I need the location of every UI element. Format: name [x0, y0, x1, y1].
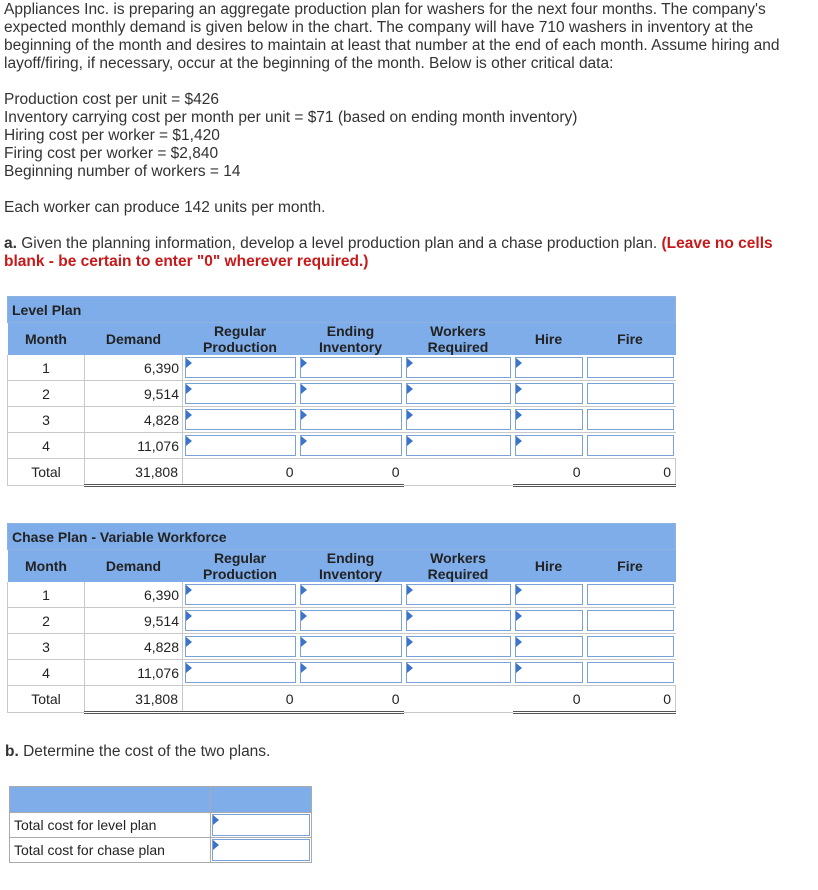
table-row [8, 433, 676, 459]
demand-cell: 9,514 [85, 608, 183, 634]
hire-input[interactable] [513, 433, 585, 459]
part-b-text: Determine the cost of the two plans. [23, 743, 271, 760]
demand-cell: 11,076 [85, 660, 183, 686]
total-workers-blank [404, 459, 513, 486]
production-input[interactable] [183, 381, 298, 407]
total-fire: 0 [585, 459, 676, 486]
fire-input[interactable] [585, 660, 676, 686]
total-hire: 0 [513, 459, 585, 486]
total-label: Total [8, 686, 85, 713]
workers-input[interactable] [404, 608, 513, 634]
col-month: Month [8, 550, 85, 583]
hire-input[interactable] [513, 407, 585, 433]
col-month: Month [8, 323, 85, 356]
total-fire: 0 [585, 686, 676, 713]
inventory-input[interactable] [298, 433, 404, 459]
inventory-input[interactable] [298, 634, 404, 660]
problem-statement: Appliances Inc. is preparing an aggregate production plan for washers for the next four months. The company's expected monthly demand is given below in the chart. The company will have 710 washers in inventory at the beginning of the month and desires to maintain at least that number at the end of each month. Assume hiring and layoff/firing, if necessary, occur at the beginning of the month. Below is other critical data: [4, 1, 780, 72]
production-input[interactable] [183, 433, 298, 459]
month-cell: 1 [8, 355, 85, 381]
total-row [8, 459, 676, 486]
workers-input[interactable] [404, 433, 513, 459]
col-regular-production: Regular Production [183, 550, 298, 583]
workers-input[interactable] [404, 355, 513, 381]
cost-header-left [10, 787, 211, 813]
chase-cost-label: Total cost for chase plan [10, 838, 211, 863]
firing-cost-line: Firing cost per worker = $2,840 [4, 145, 219, 162]
col-demand: Demand [85, 550, 183, 583]
table-row [8, 407, 676, 433]
hiring-cost-line: Hiring cost per worker = $1,420 [4, 127, 220, 144]
table-row [8, 355, 676, 381]
col-ending-inventory: Ending Inventory [298, 323, 404, 356]
table-row [8, 582, 676, 608]
col-workers-required: Workers Required [404, 550, 513, 583]
table-row [8, 634, 676, 660]
total-inventory: 0 [298, 459, 404, 486]
month-cell: 1 [8, 582, 85, 608]
hire-input[interactable] [513, 608, 585, 634]
table-row [8, 660, 676, 686]
col-fire: Fire [585, 323, 676, 356]
col-workers-required: Workers Required [404, 323, 513, 356]
fire-input[interactable] [585, 381, 676, 407]
part-a-label: a. [4, 235, 17, 252]
col-regular-production: Regular Production [183, 323, 298, 356]
fire-input[interactable] [585, 608, 676, 634]
inventory-input[interactable] [298, 355, 404, 381]
production-input[interactable] [183, 582, 298, 608]
col-ending-inventory: Ending Inventory [298, 550, 404, 583]
level-plan-title: Level Plan [8, 297, 676, 323]
level-cost-label: Total cost for level plan [10, 813, 211, 838]
total-workers-blank [404, 686, 513, 713]
total-demand: 31,808 [85, 686, 183, 713]
production-input[interactable] [183, 608, 298, 634]
hire-input[interactable] [513, 582, 585, 608]
month-cell: 4 [8, 433, 85, 459]
inventory-input[interactable] [298, 582, 404, 608]
level-plan-table [7, 296, 676, 487]
total-hire: 0 [513, 686, 585, 713]
demand-cell: 4,828 [85, 407, 183, 433]
critical-data-list [4, 91, 577, 181]
production-cost-line: Production cost per unit = $426 [4, 91, 219, 108]
inventory-input[interactable] [298, 608, 404, 634]
col-hire: Hire [513, 323, 585, 356]
part-a-note: (Leave no cells blank - be certain to enter "0" wherever required.) [4, 235, 773, 270]
inventory-input[interactable] [298, 381, 404, 407]
worker-rate-text: Each worker can produce 142 units per month. [4, 199, 326, 216]
total-demand: 31,808 [85, 459, 183, 486]
demand-cell: 4,828 [85, 634, 183, 660]
table-row [8, 608, 676, 634]
carrying-cost-line: Inventory carrying cost per month per unit = $71 (based on ending month inventory) [4, 109, 578, 126]
chase-plan-table [7, 523, 676, 714]
production-input[interactable] [183, 634, 298, 660]
production-input[interactable] [183, 660, 298, 686]
part-a-text: Given the planning information, develop a level production plan and a chase production plan. [21, 235, 658, 252]
fire-input[interactable] [585, 355, 676, 381]
cost-table [9, 786, 312, 863]
demand-cell: 11,076 [85, 433, 183, 459]
fire-input[interactable] [585, 433, 676, 459]
workers-input[interactable] [404, 634, 513, 660]
level-cost-input[interactable] [211, 813, 312, 838]
inventory-input[interactable] [298, 660, 404, 686]
hire-input[interactable] [513, 660, 585, 686]
workers-input[interactable] [404, 582, 513, 608]
fire-input[interactable] [585, 407, 676, 433]
total-inventory: 0 [298, 686, 404, 713]
workers-input[interactable] [404, 381, 513, 407]
workers-input[interactable] [404, 407, 513, 433]
fire-input[interactable] [585, 634, 676, 660]
demand-cell: 6,390 [85, 355, 183, 381]
cost-header-right [211, 787, 312, 813]
table-row [8, 381, 676, 407]
month-cell: 3 [8, 407, 85, 433]
part-b-label: b. [5, 743, 19, 760]
chase-cost-input[interactable] [211, 838, 312, 863]
total-production: 0 [183, 686, 298, 713]
chase-plan-title: Chase Plan - Variable Workforce [8, 524, 676, 550]
part-b-question [5, 743, 270, 761]
col-hire: Hire [513, 550, 585, 583]
inventory-input[interactable] [298, 407, 404, 433]
fire-input[interactable] [585, 582, 676, 608]
month-cell: 2 [8, 608, 85, 634]
hire-input[interactable] [513, 634, 585, 660]
demand-cell: 6,390 [85, 582, 183, 608]
col-demand: Demand [85, 323, 183, 356]
production-input[interactable] [183, 355, 298, 381]
hire-input[interactable] [513, 381, 585, 407]
hire-input[interactable] [513, 355, 585, 381]
month-cell: 4 [8, 660, 85, 686]
total-row [8, 686, 676, 713]
demand-cell: 9,514 [85, 381, 183, 407]
total-label: Total [8, 459, 85, 486]
month-cell: 2 [8, 381, 85, 407]
col-fire: Fire [585, 550, 676, 583]
part-a-question [4, 235, 804, 271]
workers-input[interactable] [404, 660, 513, 686]
production-input[interactable] [183, 407, 298, 433]
total-production: 0 [183, 459, 298, 486]
beginning-workers-line: Beginning number of workers = 14 [4, 163, 241, 180]
month-cell: 3 [8, 634, 85, 660]
